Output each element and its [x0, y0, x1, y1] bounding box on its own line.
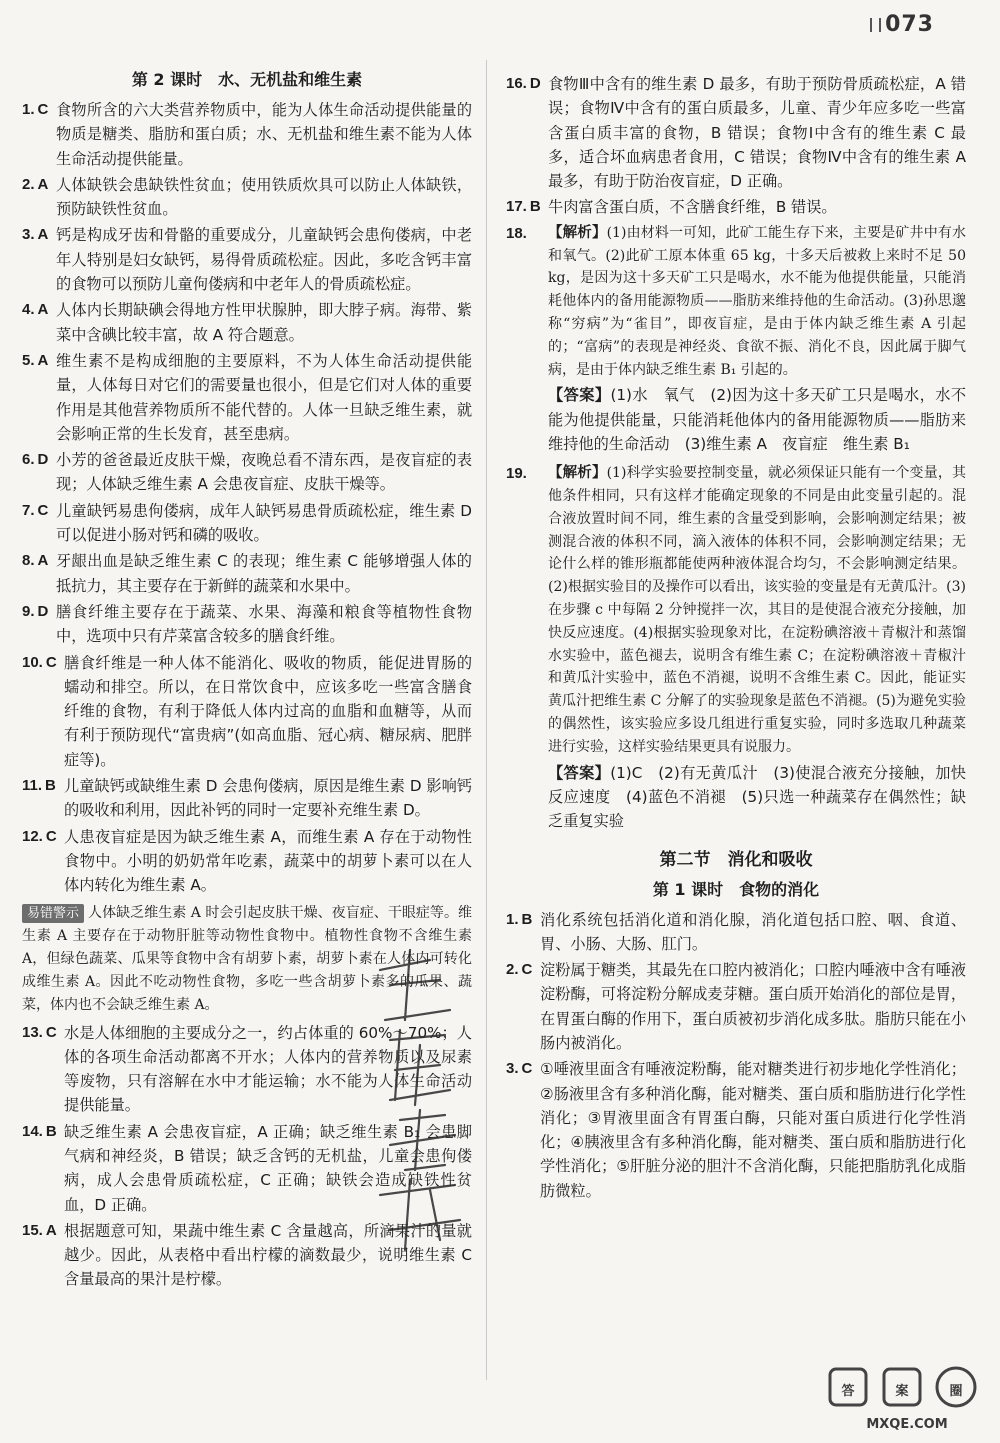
item-answer-letter: B [529, 198, 541, 216]
item-number [22, 1120, 64, 1217]
item-number: 18. [506, 224, 527, 242]
item-answer-letter: A [37, 226, 49, 244]
item-text: 儿童缺钙或缺维生素 D 会患佝偻病，原因是维生素 D 影响钙的吸收和利用，因此补钙的同时一定要补充维生素 D。 [64, 777, 472, 820]
watermark-char-3: 圈 [949, 1384, 963, 1399]
item-number [22, 298, 56, 347]
answer-item [506, 195, 966, 219]
item-number-text: 14. [22, 1122, 43, 1140]
item-text: 缺乏维生素 A 会患夜盲症，A 正确；缺乏维生素 B₁ 会患脚气病和神经炎，B 错误；缺乏含钙的无机盐，儿童会患佝偻病，成人会患骨质疏松症，C 正确；缺铁会造成缺铁性贫血，D 正确。 [64, 1122, 472, 1214]
page-number: 073 [870, 12, 934, 37]
analysis [548, 462, 966, 758]
item-number: 19. [506, 465, 527, 483]
item-text: 膳食纤维是一种人体不能消化、吸收的物质，能促进胃肠的蠕动和排空。所以，在日常饮食中，应该多吃一些富含膳食纤维的食物，有利于降低人体内过高的血脂和血糖等，从而有利于预防现代“富贵病”(如高血脂、冠心病、糖尿病、肥胖症等)。 [64, 653, 472, 769]
item-number-text: 2. [506, 961, 519, 979]
item-text: 食物Ⅲ中含有的维生素 D 最多，有助于预防骨质疏松症，A 错误；食物Ⅳ中含有的蛋白质最多，儿童、青少年应多吃一些富含蛋白质丰富的食物，B 错误；食物Ⅰ中含有的维生素 C 最多，适合坏血病患者食用，C 错误；食物Ⅳ中含有的维生素 A 最多，有助于防治夜盲症，D 正确。 [548, 75, 966, 191]
item-answer-letter: C [521, 961, 533, 979]
item-answer-letter: C [521, 1060, 533, 1078]
item-answer-letter: B [45, 777, 56, 795]
answer-item [506, 958, 966, 1055]
item-number-text: 3. [22, 226, 35, 244]
item-answer-letter: D [37, 451, 49, 469]
item-number-text: 12. [22, 827, 43, 845]
item-answer-letter: B [521, 910, 533, 928]
item-number [22, 349, 56, 446]
item-number-text: 11. [22, 777, 43, 795]
item-number [22, 98, 56, 171]
answer-item [22, 298, 472, 347]
item-number [22, 1021, 64, 1118]
item-answer-letter: C [45, 653, 57, 671]
answer-item [22, 651, 472, 772]
item-number-text: 17. [506, 198, 527, 216]
left-section-title: 第 2 课时 水、无机盐和维生素 [131, 70, 363, 89]
handwriting-scribble [360, 930, 480, 1260]
answer-label: 【答案】 [548, 763, 611, 782]
item-number [506, 72, 548, 193]
column-divider [486, 60, 487, 1380]
analysis-text: (1)由材料一可知，此矿工能生存下来，主要是矿井中有水和氧气。(2)此矿工原本体重 65 kg，十多天后被救上来时不足 50 kg，是因为这十多天矿工只是喝水，水不能为他提供能量，只能消耗他体内的备用能源物质——脂肪来维持他的生命活动。(3)孙思邈称“穷病”为“雀目”，即夜盲症，是由于体内缺乏维生素 A 引起的；“富病”的表现是神经炎、食欲不振、消化不良，因此属于脚气病，是由于体内缺乏维生素 B₁ 引起的。 [548, 224, 966, 378]
item-answer-letter: C [45, 827, 57, 845]
answer-item [22, 549, 472, 598]
item-number [22, 173, 56, 222]
answer-label: 【答案】 [548, 386, 611, 405]
right-answer-list-2 [506, 908, 966, 1204]
item-number-text: 3. [506, 1060, 519, 1078]
item-number [22, 600, 56, 649]
item-answer-letter: C [37, 501, 49, 519]
answer-item [22, 349, 472, 446]
answer-item-18 [506, 222, 966, 460]
item-answer-letter: B [45, 1122, 57, 1140]
item-text: 儿童缺钙易患佝偻病，成年人缺钙易患骨质疏松症，维生素 D 可以促进小肠对钙和磷的吸收。 [56, 501, 472, 545]
item-text: 膳食纤维主要存在于蔬菜、水果、海藻和粮食等植物性食物中，选项中只有芹菜富含较多的膳食纤维。 [56, 602, 472, 646]
answer-item [22, 223, 472, 296]
item-text: 水是人体细胞的主要成分之一，约占体重的 60%～70%；人体的各项生命活动都离不开水；人体内的营养物质以及尿素等废物，只有溶解在水中才能运输；水不能为人体生命活动提供能量。 [64, 1023, 472, 1115]
item-body [548, 222, 966, 460]
item-number-text: 7. [22, 501, 35, 519]
watermark-logo [822, 1365, 992, 1435]
analysis-label: 【解析】 [548, 465, 607, 482]
answer-text: (1)水 氧气 (2)因为这十多天矿工只是喝水，水不能为他提供能量，只能消耗他体内的备用能源物质——脂肪来维持他的生命活动 (3)维生素 A 夜盲症 维生素 B₁ [548, 386, 967, 453]
item-number [22, 499, 56, 548]
answer-item [22, 173, 472, 222]
item-number-text: 15. [22, 1221, 43, 1239]
item-answer-letter: A [37, 351, 49, 369]
item-number [22, 1219, 64, 1292]
answer-item [506, 908, 966, 957]
answer-item [22, 448, 472, 497]
item-answer-letter: A [37, 301, 49, 319]
item-answer-letter: A [45, 1221, 57, 1239]
item-body [548, 462, 966, 837]
item-answer-letter: C [37, 101, 49, 118]
right-sub-title: 第 1 课时 食物的消化 [652, 879, 820, 899]
item-number [506, 908, 540, 957]
right-column [506, 72, 966, 1205]
item-number-text: 5. [22, 351, 35, 369]
item-text: 消化系统包括消化道和消化腺，消化道包括口腔、咽、食道、胃、小肠、大肠、肛门。 [540, 910, 966, 953]
item-answer-letter: D [37, 602, 49, 620]
warning-text: 人体缺乏维生素 A 时会引起皮肤干燥、夜盲症、干眼症等。维生素 A 主要存在于动物肝脏等动物性食物中。植物性食物不含维生素 A，但绿色蔬菜、瓜果等食物中含有胡萝卜素，胡萝卜素在人体内可转化成维生素 A。因此不吃动物性食物，多吃一些含胡萝卜素多的瓜果、蔬菜，体内也不会缺乏维生素 A。 [22, 904, 472, 1013]
left-answer-list [22, 98, 472, 898]
item-text: 维生素不是构成细胞的主要原料，不为人体生命活动提供能量，人体每日对它们的需要量也很小，但是它们对人体的重要作用是其他营养物质所不能代替的。人体一旦缺乏维生素，就会影响正常的生长发育，甚至患病。 [56, 351, 472, 443]
item-number-text: 13. [22, 1023, 43, 1041]
item-text: 根据题意可知，果蔬中维生素 C 含量越高，所滴果汁的量就越少。因此，从表格中看出柠檬的滴数最少，说明维生素 C 含量最高的果汁是柠檬。 [64, 1221, 472, 1289]
item-number [22, 651, 64, 772]
item-number [22, 549, 56, 598]
item-number [506, 1057, 540, 1203]
item-answer-letter: A [37, 175, 49, 193]
page-marker-icon [870, 18, 881, 32]
item-number-text: 6. [22, 451, 35, 469]
item-number-text: 9. [22, 602, 35, 620]
answer-item [506, 72, 966, 193]
item-number [22, 448, 56, 497]
warning-badge: 易错警示 [22, 904, 84, 923]
item-answer-letter: A [37, 552, 49, 570]
right-answer-list [506, 72, 966, 220]
answer [548, 383, 966, 456]
item-text: 人体内长期缺碘会得地方性甲状腺肿，即大脖子病。海带、紫菜中含碘比较丰富，故 A 符合题意。 [56, 301, 472, 344]
answer-text: (1)C (2)有无黄瓜汁 (3)使混合液充分接触，加快反应速度 (4)蓝色不消褪 (5)只选一种蔬菜存在偶然性；缺乏重复实验 [548, 763, 966, 831]
item-text: ①唾液里面含有唾液淀粉酶，能对糖类进行初步地化学性消化；②肠液里含有多种消化酶，能对糖类、蛋白质和脂肪进行化学性消化；③胃液里面含有胃蛋白酶，只能对蛋白质进行化学性消化；④胰液里含有多种消化酶，能对糖类、蛋白质和脂肪进行化学性消化；⑤肝脏分泌的胆汁不含消化酶，只能把脂肪乳化成脂肪微粒。 [540, 1060, 966, 1200]
item-text: 淀粉属于糖类，其最先在口腔内被消化；口腔内唾液中含有唾液淀粉酶，可将淀粉分解成麦芽糖。蛋白质开始消化的部位是胃，在胃蛋白酶的作用下，蛋白质被初步消化成多肽。脂肪只能在小肠内被消化。 [540, 961, 966, 1052]
analysis-label: 【解析】 [548, 224, 607, 241]
item-number-text: 10. [22, 653, 43, 671]
item-number [22, 223, 56, 296]
item-number-text: 16. [506, 75, 527, 92]
item-number [506, 958, 540, 1055]
analysis [548, 222, 966, 382]
item-number-text: 1. [506, 910, 519, 928]
answer [548, 761, 966, 834]
watermark-char-1: 答 [841, 1384, 855, 1399]
answer-item [22, 600, 472, 649]
answer-item-19 [506, 462, 966, 837]
watermark-url: MXQE.COM [866, 1417, 948, 1432]
item-text: 人患夜盲症是因为缺乏维生素 A，而维生素 A 存在于动物性食物中。小明的奶奶常年吃素，蔬菜中的胡萝卜素可以在人体内转化为维生素 A。 [64, 827, 472, 895]
item-text: 钙是构成牙齿和骨骼的重要成分，儿童缺钙会患佝偻病，中老年人特别是妇女缺钙，易得骨质疏松症。因此，多吃含钙丰富的食物可以预防儿童佝偻病和中老年人的骨质疏松症。 [56, 226, 472, 294]
answer-item [506, 1057, 966, 1203]
item-number-text: 4. [22, 301, 35, 319]
watermark-char-2: 案 [895, 1384, 909, 1399]
answer-item [22, 98, 472, 171]
item-text: 牛肉富含蛋白质，不含膳食纤维，B 错误。 [548, 198, 837, 217]
item-number-text: 2. [22, 175, 35, 193]
item-number [22, 825, 64, 898]
item-text: 牙龈出血是缺乏维生素 C 的表现；维生素 C 能够增强人体的抵抗力，其主要存在于新鲜的蔬菜和水果中。 [56, 552, 472, 595]
right-section-title: 第二节 消化和吸收 [659, 849, 813, 870]
item-text: 人体缺铁会患缺铁性贫血；使用铁质炊具可以防止人体缺铁，预防缺铁性贫血。 [56, 175, 472, 219]
item-answer-letter: D [529, 75, 541, 92]
item-number-text: 1. [22, 101, 35, 118]
item-answer-letter: C [45, 1023, 57, 1041]
answer-item [22, 499, 472, 548]
item-number [22, 774, 64, 823]
analysis-text: (1)科学实验要控制变量，就必须保证只能有一个变量，其他条件相同，只有这样才能确定现象的不同是由此变量引起的。混合液放置时间不同，维生素的含量受到影响，会影响测定结果；被测混合液的体积不同，滴入液体的体积不同，会影响测定结果；无论什么样的锥形瓶都能使两种液体混合均匀，不会影响测定结果。(2)根据实验目的及操作可以看出，该实验的变量是有无黄瓜汁。(3)在步骤 c 中每隔 2 分钟搅拌一次，其目的是使混合液充分接触，加快反应速度。(4)根据实验现象对比，在淀粉碘溶液＋青椒汁和蒸馏水实验中，蓝色褪去，说明含有维生素 C；在淀粉碘溶液＋青椒汁和黄瓜汁实验中，蓝色不消褪，说明不含维生素 C。因此，能证实黄瓜汁把维生素 C 分解了的实验现象是蓝色不消褪。(5)为避免实验的偶然性，该实验应多设几组进行重复实验，同时多选取几种蔬菜进行实验，这样实验结果更具有说服力。 [548, 465, 966, 755]
item-text: 小芳的爸爸最近皮肤干燥，夜晚总看不清东西，是夜盲症的表现；人体缺乏维生素 A 会患夜盲症、皮肤干燥等。 [56, 451, 472, 494]
item-text: 食物所含的六大类营养物质中，能为人体生命活动提供能量的物质是糖类、脂肪和蛋白质；水、无机盐和维生素不能为人体生命活动提供能量。 [56, 101, 472, 168]
item-number [506, 195, 548, 219]
answer-item [22, 825, 472, 898]
answer-item [22, 774, 472, 823]
item-number-text: 8. [22, 552, 35, 570]
